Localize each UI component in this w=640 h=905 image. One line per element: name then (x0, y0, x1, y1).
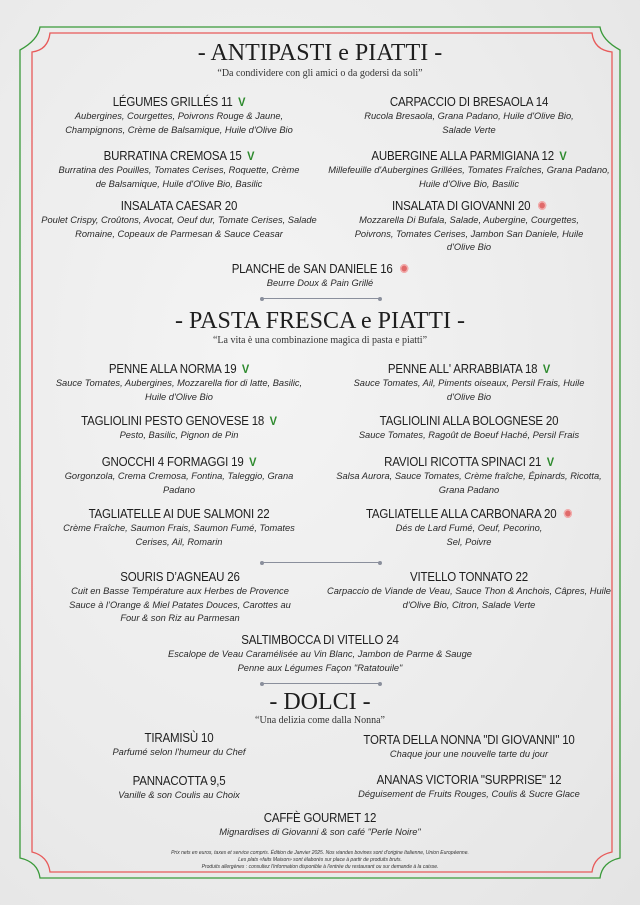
item-desc: Sauce Tomates, Aubergines, Mozzarella fior di latte, Basilic, Huile d'Olive Bio (55, 378, 303, 402)
item-name: TAGLIATELLE ALLA CARBONARA 20 (365, 507, 557, 521)
item-name: RAVIOLI RICOTTA SPINACI 21 (384, 455, 542, 469)
pork-icon (538, 201, 546, 210)
item-desc: Carpaccio de Viande de Veau, Sauce Thon & Anchois, Câpres, Huile d'Olive Bio, Citron, Salade Verte (327, 586, 611, 610)
footer-note: Prix nets en euros, taxes et service compris. Édition de Janvier 2025. Nos viandes bovines sont d'origine Italienne, Union Européenne. (171, 850, 469, 856)
menu-item (324, 199, 614, 255)
item-name: TIRAMISÙ 10 (144, 731, 214, 745)
footer-note: Produits allergènes : consultez l'information disponible à l'entrée du restaurant ou sur demande à la caisse. (201, 864, 439, 870)
item-name: LÉGUMES GRILLÉS 11 (112, 95, 233, 109)
vegetarian-icon: V (269, 414, 277, 428)
menu-item (36, 731, 322, 760)
menu-item (324, 733, 614, 762)
item-desc: Vanille & son Coulis au Choix (118, 790, 240, 800)
vegetarian-icon: V (247, 149, 255, 163)
item-name: TAGLIOLINI PESTO GENOVESE 18 (81, 414, 265, 428)
item-name: VITELLO TONNATO 22 (410, 570, 528, 584)
item-name: INSALATA DI GIOVANNI 20 (392, 199, 531, 213)
vegetarian-icon: V (546, 455, 554, 469)
item-name: GNOCCHI 4 FORMAGGI 19 (101, 455, 244, 469)
menu-item (36, 414, 322, 443)
item-desc: Millefeuille d'Aubergines Grillées, Tomates Fraîches, Grana Padano, Huile d'Olive Bio, Basilic (328, 165, 610, 189)
item-desc: Pesto, Basilic, Pignon de Pin (119, 430, 239, 440)
item-name: TAGLIOLINI ALLA BOLOGNESE 20 (379, 414, 559, 428)
item-name: PANNACOTTA 9,5 (132, 774, 226, 788)
menu-item (324, 95, 614, 137)
section-subtitle-antipasti: “Da condividere con gli amici o da godersi da soli” (217, 68, 423, 79)
vegetarian-icon: V (559, 149, 567, 163)
item-name: ANANAS VICTORIA "SURPRISE" 12 (376, 773, 562, 787)
item-desc: Poulet Crispy, Croûtons, Avocat, Oeuf dur, Tomate Cerises, Salade Romaine, Copeaux de Parmesan & Sauce Ceasar (41, 215, 317, 239)
menu-item (30, 570, 330, 626)
menu-item (36, 149, 322, 191)
item-desc: Aubergines, Courgettes, Poivrons Rouge & Jaune, Champignons, Crème de Balsamique, Huile d'Olive Bio (65, 111, 293, 135)
divider (262, 562, 380, 563)
menu-item (324, 149, 614, 191)
pork-icon (400, 264, 408, 273)
item-desc: Crème Fraîche, Saumon Frais, Saumon Fumé, Tomates Cerises, Ail, Romarin (63, 523, 295, 547)
item-desc: Dés de Lard Fumé, Oeuf, Pecorino, Sel, Poivre (395, 523, 543, 547)
menu-item (324, 455, 614, 497)
pork-icon (564, 509, 572, 518)
menu-item (120, 633, 520, 675)
item-desc: Salsa Aurora, Sauce Tomates, Crème fraîche, Épinards, Ricotta, Grana Padano (336, 471, 602, 495)
section-title-dolci: - DOLCI - (269, 689, 371, 715)
item-desc: Escalope de Veau Caramélisée au Vin Blanc, Jambon de Parme & Sauge Penne aux Légumes Façon "Ratatouile" (168, 649, 472, 673)
vegetarian-icon: V (249, 455, 257, 469)
item-name: PLANCHE de SAN DANIELE 16 (231, 262, 393, 276)
item-desc: Cuit en Basse Température aux Herbes de Provence Sauce à l’Orange & Miel Patates Douces, Carottes au Four & son Riz au Parmesan (69, 586, 291, 623)
item-desc: Sauce Tomates, Ail, Piments oiseaux, Persil Frais, Huile d'Olive Bio (353, 378, 585, 402)
item-name: PENNE ALL' ARRABBIATA 18 (387, 362, 538, 376)
item-desc: Sauce Tomates, Ragoût de Boeuf Haché, Persil Frais (358, 430, 580, 440)
footer-note: Les plats «faits Maison» sont élaborés sur place à partir de produits bruts. (238, 857, 402, 863)
menu-item (36, 507, 322, 549)
divider (262, 298, 380, 299)
divider (262, 683, 380, 684)
item-name: TAGLIATELLE AI DUE SALMONI 22 (88, 507, 270, 521)
item-desc: Déguisement de Fruits Rouges, Coulis & Sucre Glace (358, 789, 580, 799)
section-title-pasta: - PASTA FRESCA e PIATTI - (175, 308, 465, 334)
item-name: CAFFÈ GOURMET 12 (263, 811, 377, 825)
item-desc: Burratina des Pouilles, Tomates Cerises, Roquette, Crème de Balsamique, Huile d'Olive Bio, Basilic (58, 165, 300, 189)
menu-item (36, 95, 322, 137)
item-desc: Mignardises di Giovanni & son café "Perle Noire" (219, 827, 421, 837)
menu-item (324, 507, 614, 549)
section-subtitle-pasta: “La vita è una combinazione magica di pasta e piatti” (212, 335, 428, 346)
menu-item (324, 570, 614, 612)
menu-item (36, 455, 322, 497)
item-name: CARPACCIO DI BRESAOLA 14 (389, 95, 549, 109)
item-name: SALTIMBOCCA DI VITELLO 24 (241, 633, 399, 647)
menu-item (324, 362, 614, 404)
item-name: BURRATINA CREMOSA 15 (103, 149, 242, 163)
item-desc: Beurre Doux & Pain Grillé (266, 278, 374, 288)
vegetarian-icon: V (238, 95, 246, 109)
item-desc: Rucola Bresaola, Grana Padano, Huile d'Olive Bio, Salade Verte (364, 111, 574, 135)
section-title-antipasti: - ANTIPASTI e PIATTI - (197, 40, 443, 66)
menu-item (120, 811, 520, 840)
menu-item (120, 262, 520, 291)
item-desc: Parfumé selon l'humeur du Chef (112, 747, 246, 757)
item-name: PENNE ALLA NORMA 19 (108, 362, 237, 376)
menu-item (324, 414, 614, 443)
item-name: TORTA DELLA NONNA "DI GIOVANNI" 10 (363, 733, 575, 747)
menu-item (36, 774, 322, 803)
item-name: INSALATA CAESAR 20 (120, 199, 238, 213)
vegetarian-icon: V (241, 362, 250, 376)
menu-item (36, 362, 322, 404)
section-subtitle-dolci: “Una delizia come dalla Nonna” (255, 715, 385, 726)
item-name: AUBERGINE ALLA PARMIGIANA 12 (371, 149, 554, 163)
menu-item (36, 199, 322, 241)
vegetarian-icon: V (542, 362, 551, 376)
item-name: SOURIS D’AGNEAU 26 (120, 570, 240, 584)
item-desc: Gorgonzola, Crema Cremosa, Fontina, Taleggio, Grana Padano (64, 471, 294, 495)
menu-item (324, 773, 614, 802)
item-desc: Mozzarella Di Bufala, Salade, Aubergine, Courgettes, Poivrons, Tomates Cerises, Jambon San Daniele, Huile d'Olive Bio (354, 215, 584, 252)
item-desc: Chaque jour une nouvelle tarte du jour (389, 749, 549, 759)
